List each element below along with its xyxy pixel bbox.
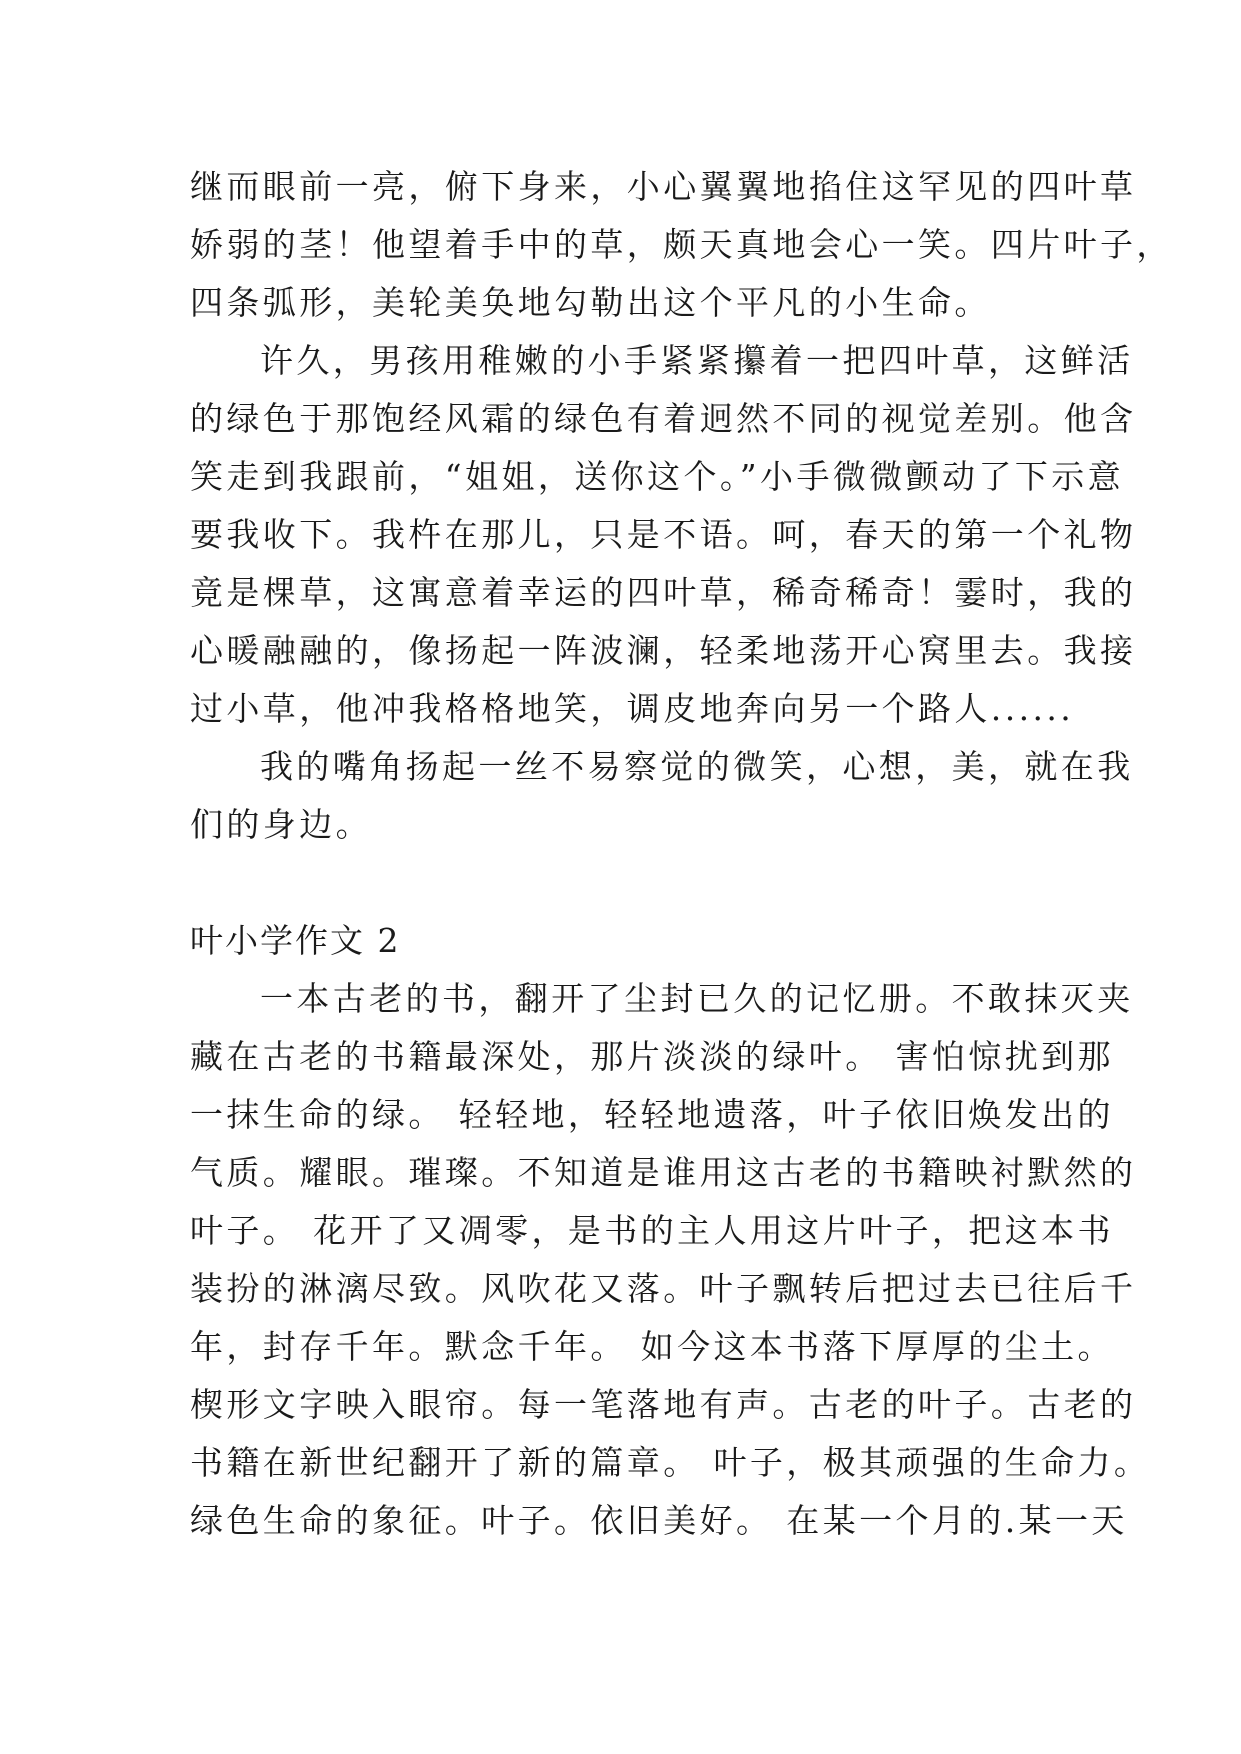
text-line: 许久，男孩用稚嫩的小手紧紧攥着一把四叶草，这鲜活 (260, 341, 1134, 380)
paragraph-2 (190, 332, 1137, 738)
text-line: 四条弧形，美轮美奂地勾勒出这个平凡的小生命。 (190, 283, 991, 322)
section-title: 叶小学作文 2 (190, 921, 401, 960)
text-line: 的绿色于那饱经风霜的绿色有着迥然不同的视觉差别。他含 (190, 399, 1137, 438)
text-line: 气质。耀眼。璀璨。不知道是谁用这古老的书籍映衬默然的 (190, 1153, 1137, 1192)
text-line: 要我收下。我杵在那儿，只是不语。呵，春天的第一个礼物 (190, 515, 1137, 554)
text-line: 心暖融融的，像扬起一阵波澜，轻柔地荡开心窝里去。我接 (190, 631, 1137, 670)
text-line: 一本古老的书，翻开了尘封已久的记忆册。不敢抹灭夹 (260, 979, 1134, 1018)
text-line: 继而眼前一亮，俯下身来，小心翼翼地掐住这罕见的四叶草 (190, 167, 1137, 206)
text-line: 装扮的淋漓尽致。风吹花又落。叶子飘转后把过去已往后千 (190, 1269, 1137, 1308)
text-line: 一抹生命的绿。 轻轻地，轻轻地遗落，叶子依旧焕发出的 (190, 1095, 1114, 1134)
text-line: 年，封存千年。默念千年。 如今这本书落下厚厚的尘土。 (190, 1327, 1114, 1366)
text-line: 竟是棵草，这寓意着幸运的四叶草，稀奇稀奇！霎时，我的 (190, 573, 1137, 612)
document-body (190, 158, 1173, 1550)
paragraph-1 (190, 158, 1173, 332)
text-line: 过小草，他冲我格格地笑，调皮地奔向另一个路人...... (190, 689, 1075, 728)
paragraph-4 (190, 970, 1151, 1550)
text-line: 我的嘴角扬起一丝不易察觉的微笑，心想，美，就在我 (260, 747, 1134, 786)
paragraph-3 (190, 738, 1134, 854)
text-line: 笑走到我跟前，“姐姐，送你这个。”小手微微颤动了下示意 (190, 457, 1125, 496)
text-line: 藏在古老的书籍最深处，那片淡淡的绿叶。 害怕惊扰到那 (190, 1037, 1114, 1076)
text-line: 娇弱的茎！他望着手中的草，颇天真地会心一笑。四片叶子， (190, 225, 1173, 264)
blank-line (190, 854, 1065, 912)
text-line: 绿色生命的象征。叶子。依旧美好。 在某一个月的.某一天 (190, 1501, 1128, 1540)
text-line: 书籍在新世纪翻开了新的篇章。 叶子，极其顽强的生命力。 (190, 1443, 1151, 1482)
text-line: 们的身边。 (190, 805, 372, 844)
text-line: 叶子。 花开了又凋零，是书的主人用这片叶子，把这本书 (190, 1211, 1114, 1250)
text-line: 楔形文字映入眼帘。每一笔落地有声。古老的叶子。古老的 (190, 1385, 1137, 1424)
